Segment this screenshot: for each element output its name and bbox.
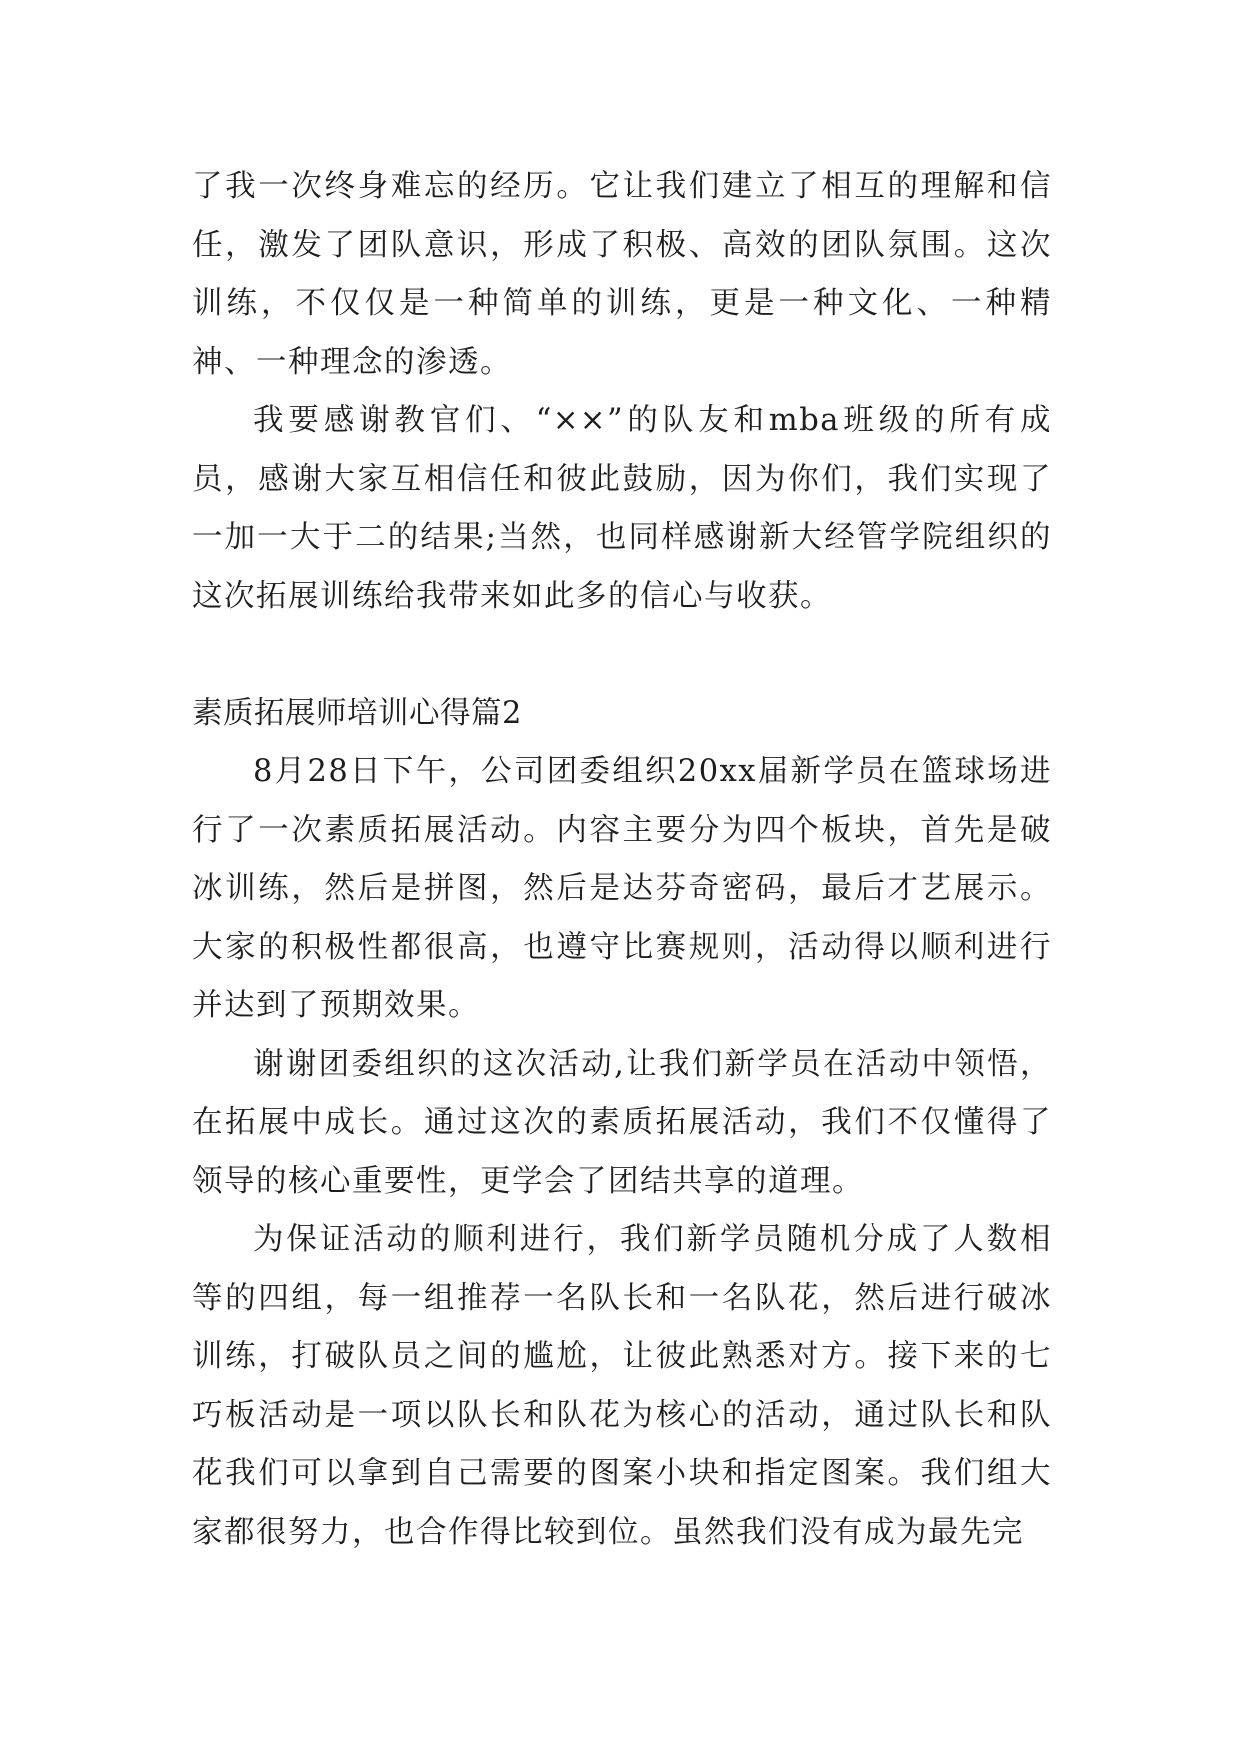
paragraph-gratitude: 谢谢团委组织的这次活动,让我们新学员在活动中领悟，在拓展中成长。通过这次的素质拓展活动，我们不仅懂得了领导的核心重要性，更学会了团结共享的道理。 xyxy=(192,1046,1052,1199)
paragraph-activity-details: 为保证活动的顺利进行，我们新学员随机分成了人数相等的四组，每一组推荐一名队长和一名队花，然后进行破冰训练，打破队员之间的尴尬，让彼此熟悉对方。接下来的七巧板活动是一项以队长和队花为核心的活动，通过队长和队花我们可以拿到自己需要的图案小块和指定图案。我们组大家都很努力，也合作得比较到位。虽然我们没有成为最先完 xyxy=(192,1222,1052,1550)
section-heading: 素质拓展师培训心得篇2 xyxy=(192,695,522,731)
paragraph-thanks: 我要感谢教官们、“××”的队友和mba班级的所有成员，感谢大家互相信任和彼此鼓励，因为你们，我们实现了一加一大于二的结果;当然，也同样感谢新大经管学院组织的这次拓展训练给我带来如此多的信心与收获。 xyxy=(192,403,1052,614)
document-body xyxy=(192,158,1052,1562)
paragraph-event-summary: 8月28日下午，公司团委组织20xx届新学员在篮球场进行了一次素质拓展活动。内容主要分为四个板块，首先是破冰训练，然后是拼图，然后是达芬奇密码，最后才艺展示。大家的积极性都很高，也遵守比赛规则，活动得以顺利进行并达到了预期效果。 xyxy=(192,754,1052,1023)
section-gap xyxy=(192,626,1052,685)
paragraph-continuation: 了我一次终身难忘的经历。它让我们建立了相互的理解和信任，激发了团队意识，形成了积极、高效的团队氛围。这次训练，不仅仅是一种简单的训练，更是一种文化、一种精神、一种理念的渗透。 xyxy=(192,169,1052,380)
